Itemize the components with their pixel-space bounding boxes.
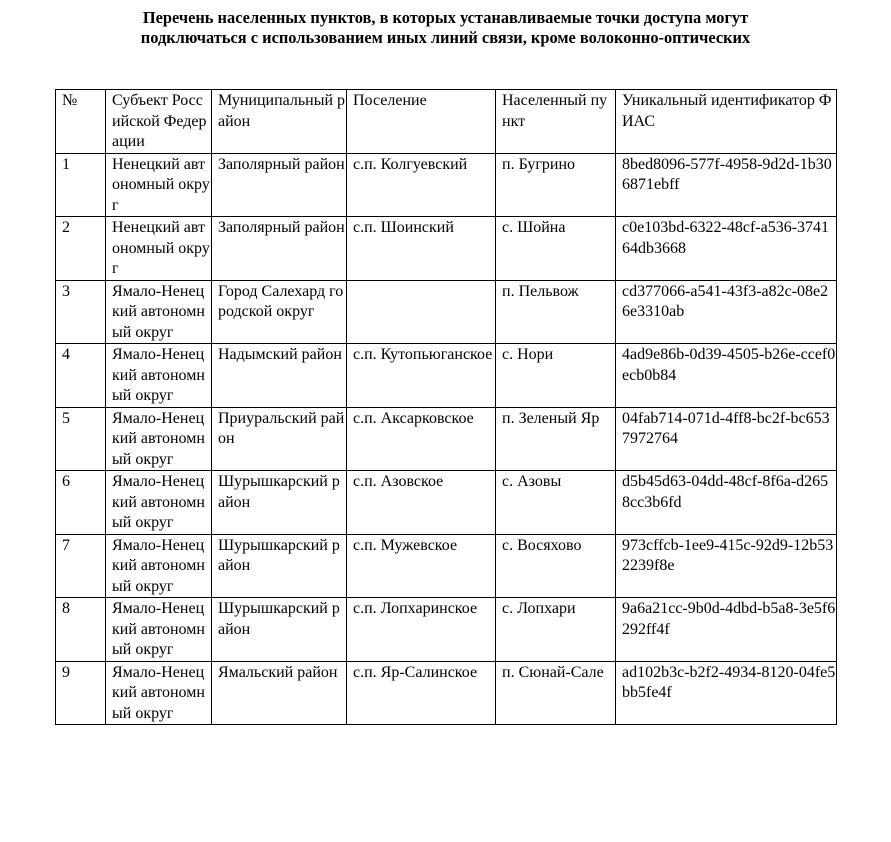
cell-municipal-district: Город Салехард городской округ bbox=[212, 280, 347, 344]
cell-subject: Ямало-Ненецкий автономный округ bbox=[106, 344, 212, 408]
cell-fias-id: 04fab714-071d-4ff8-bc2f-bc6537972764 bbox=[616, 407, 837, 471]
header-number: № bbox=[56, 90, 106, 154]
table-row bbox=[56, 471, 837, 535]
cell-locality: с. Нори bbox=[496, 344, 616, 408]
cell-subject: Ненецкий автономный округ bbox=[106, 217, 212, 281]
cell-subject: Ямало-Ненецкий автономный округ bbox=[106, 280, 212, 344]
cell-settlement: с.п. Яр-Салинское bbox=[347, 661, 496, 725]
cell-settlement: с.п. Мужевское bbox=[347, 534, 496, 598]
cell-subject: Ненецкий автономный округ bbox=[106, 153, 212, 217]
cell-subject: Ямало-Ненецкий автономный округ bbox=[106, 598, 212, 662]
table-row bbox=[56, 661, 837, 725]
cell-number: 3 bbox=[56, 280, 106, 344]
table-header-row bbox=[56, 90, 837, 154]
cell-number: 7 bbox=[56, 534, 106, 598]
cell-locality: п. Сюнай-Сале bbox=[496, 661, 616, 725]
cell-subject: Ямало-Ненецкий автономный округ bbox=[106, 661, 212, 725]
cell-municipal-district: Ямальский район bbox=[212, 661, 347, 725]
cell-settlement: с.п. Лопхаринское bbox=[347, 598, 496, 662]
cell-municipal-district: Заполярный район bbox=[212, 217, 347, 281]
cell-locality: п. Бугрино bbox=[496, 153, 616, 217]
cell-number: 4 bbox=[56, 344, 106, 408]
cell-number: 2 bbox=[56, 217, 106, 281]
document-title-line-1: Перечень населенных пунктов, в которых устанавливаемые точки доступа могут bbox=[142, 8, 749, 27]
cell-number: 1 bbox=[56, 153, 106, 217]
cell-settlement: с.п. Кутопьюганское bbox=[347, 344, 496, 408]
cell-subject: Ямало-Ненецкий автономный округ bbox=[106, 407, 212, 471]
cell-settlement: с.п. Аксарковское bbox=[347, 407, 496, 471]
table-row bbox=[56, 217, 837, 281]
table-row bbox=[56, 407, 837, 471]
cell-locality: п. Зеленый Яр bbox=[496, 407, 616, 471]
cell-settlement: с.п. Азовское bbox=[347, 471, 496, 535]
cell-settlement bbox=[347, 280, 496, 344]
cell-fias-id: 8bed8096-577f-4958-9d2d-1b306871ebff bbox=[616, 153, 837, 217]
cell-municipal-district: Шурышкарский район bbox=[212, 471, 347, 535]
table-row bbox=[56, 534, 837, 598]
cell-locality: с. Азовы bbox=[496, 471, 616, 535]
cell-fias-id: d5b45d63-04dd-48cf-8f6a-d2658cc3b6fd bbox=[616, 471, 837, 535]
table-row bbox=[56, 153, 837, 217]
table-row bbox=[56, 344, 837, 408]
cell-locality: п. Пельвож bbox=[496, 280, 616, 344]
cell-locality: с. Восяхово bbox=[496, 534, 616, 598]
cell-number: 5 bbox=[56, 407, 106, 471]
header-fias-id: Уникальный идентификатор ФИАС bbox=[616, 90, 837, 154]
cell-settlement: с.п. Шоинский bbox=[347, 217, 496, 281]
cell-settlement: с.п. Колгуевский bbox=[347, 153, 496, 217]
table-row bbox=[56, 598, 837, 662]
cell-number: 9 bbox=[56, 661, 106, 725]
settlements-table bbox=[55, 89, 837, 725]
cell-number: 6 bbox=[56, 471, 106, 535]
cell-fias-id: 4ad9e86b-0d39-4505-b26e-ccef0ecb0b84 bbox=[616, 344, 837, 408]
cell-municipal-district: Шурышкарский район bbox=[212, 598, 347, 662]
cell-number: 8 bbox=[56, 598, 106, 662]
cell-fias-id: 9a6a21cc-9b0d-4dbd-b5a8-3e5f6292ff4f bbox=[616, 598, 837, 662]
cell-fias-id: cd377066-a541-43f3-a82c-08e26e3310ab bbox=[616, 280, 837, 344]
cell-locality: с. Лопхари bbox=[496, 598, 616, 662]
cell-municipal-district: Надымский район bbox=[212, 344, 347, 408]
header-subject: Субъект Российской Федерации bbox=[106, 90, 212, 154]
header-locality: Населенный пункт bbox=[496, 90, 616, 154]
cell-locality: с. Шойна bbox=[496, 217, 616, 281]
header-settlement: Поселение bbox=[347, 90, 496, 154]
header-municipal-district: Муниципальный район bbox=[212, 90, 347, 154]
cell-subject: Ямало-Ненецкий автономный округ bbox=[106, 471, 212, 535]
document-title-line-2: подключаться с использованием иных линий связи, кроме волоконно-оптических bbox=[140, 28, 751, 47]
cell-fias-id: ad102b3c-b2f2-4934-8120-04fe5bb5fe4f bbox=[616, 661, 837, 725]
cell-municipal-district: Шурышкарский район bbox=[212, 534, 347, 598]
document-title bbox=[0, 8, 891, 48]
cell-fias-id: 973cffcb-1ee9-415c-92d9-12b532239f8e bbox=[616, 534, 837, 598]
table-row bbox=[56, 280, 837, 344]
cell-municipal-district: Приуральский район bbox=[212, 407, 347, 471]
cell-fias-id: c0e103bd-6322-48cf-a536-374164db3668 bbox=[616, 217, 837, 281]
cell-municipal-district: Заполярный район bbox=[212, 153, 347, 217]
cell-subject: Ямало-Ненецкий автономный округ bbox=[106, 534, 212, 598]
